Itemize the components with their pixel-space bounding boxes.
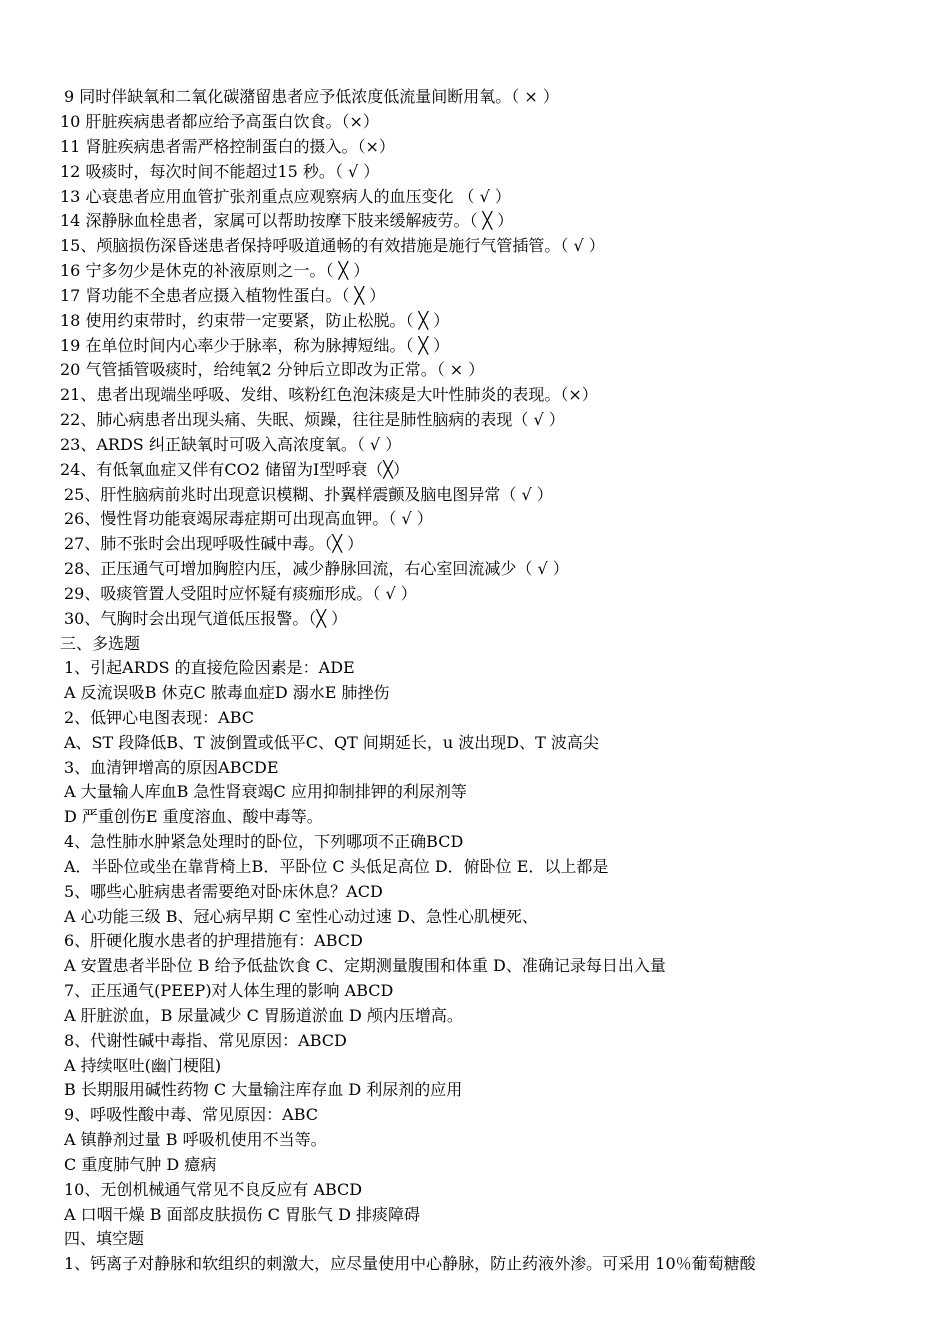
text-line: D 严重创伤E 重度溶血、酸中毒等。: [64, 807, 323, 826]
text-line: A 心功能三级 B、冠心病早期 C 室性心动过速 D、急性心肌梗死、: [64, 907, 538, 926]
text-line: 13 心衰患者应用血管扩张剂重点应观察病人的血压变化 （ √ ）: [60, 187, 511, 206]
section-heading: 四、填空题: [64, 1229, 145, 1248]
text-line: 7、正压通气(PEEP)对人体生理的影响 ABCD: [64, 981, 394, 1000]
text-line: 22、肺心病患者出现头痛、失眠、烦躁，往往是肺性脑病的表现（ √ ）: [60, 410, 565, 429]
text-line: 9 同时伴缺氧和二氧化碳潴留患者应予低浓度低流量间断用氧。（ × ）: [64, 87, 559, 106]
text-line: 16 宁多勿少是休克的补液原则之一。（ ╳ ）: [60, 261, 370, 280]
text-line: 8、代谢性碱中毒指、常见原因：ABCD: [64, 1031, 347, 1050]
text-line: 1、钙离子对静脉和软组织的刺激大，应尽量使用中心静脉，防止药液外渗。可采用 10％葡萄糖酸: [64, 1254, 756, 1273]
text-line: 26、慢性肾功能衰竭尿毒症期可出现高血钾。（ √ ）: [64, 509, 433, 528]
text-line: 19 在单位时间内心率少于脉率，称为脉搏短绌。（ ╳ ）: [60, 336, 450, 355]
text-line: 14 深静脉血栓患者，家属可以帮助按摩下肢来缓解疲劳。（ ╳ ）: [60, 211, 514, 230]
text-line: 30、气胸时会出现气道低压报警。（╳ ）: [64, 609, 348, 628]
text-line: A 持续呕吐(幽门梗阻): [64, 1056, 222, 1075]
text-line: 1、引起ARDS 的直接危险因素是：ADE: [64, 658, 355, 677]
text-line: 23、ARDS 纠正缺氧时可吸入高浓度氧。（ √ ）: [60, 435, 402, 454]
text-line: 5、哪些心脏病患者需要绝对卧床休息？ACD: [64, 882, 383, 901]
text-line: 18 使用约束带时，约束带一定要紧，防止松脱。（ ╳ ）: [60, 311, 450, 330]
text-line: 28、正压通气可增加胸腔内压，减少静脉回流，右心室回流减少（ √ ）: [64, 559, 569, 578]
text-line: 21、患者出现端坐呼吸、发绀、咳粉红色泡沫痰是大叶性肺炎的表现。（×）: [60, 385, 598, 404]
text-line: A 安置患者半卧位 B 给予低盐饮食 C、定期测量腹围和体重 D、准确记录每日出入量: [64, 956, 666, 975]
text-line: 15、颅脑损伤深昏迷患者保持呼吸道通畅的有效措施是施行气管插管。（ √ ）: [60, 236, 605, 255]
text-line: 9、呼吸性酸中毒、常见原因：ABC: [64, 1105, 319, 1124]
text-line: 12 吸痰时，每次时间不能超过15 秒。（ √ ）: [60, 162, 380, 181]
text-line: B 长期服用碱性药物 C 大量输注库存血 D 利尿剂的应用: [64, 1080, 463, 1099]
text-line: 10 肝脏疾病患者都应给予高蛋白饮食。（×）: [60, 112, 379, 131]
text-line: A．半卧位或坐在靠背椅上B．平卧位 C 头低足高位 D．俯卧位 E．以上都是: [64, 857, 609, 876]
text-line: A 口咽干燥 B 面部皮肤损伤 C 胃胀气 D 排痰障碍: [64, 1205, 420, 1224]
text-line: 20 气管插管吸痰时，给纯氧2 分钟后立即改为正常。（ × ）: [60, 360, 485, 379]
text-line: 6、肝硬化腹水患者的护理措施有：ABCD: [64, 931, 363, 950]
text-line: 10、无创机械通气常见不良反应有 ABCD: [64, 1180, 363, 1199]
text-line: A 肝脏淤血，B 尿量减少 C 胃肠道淤血 D 颅内压增高。: [64, 1006, 463, 1025]
text-line: A 镇静剂过量 B 呼吸机使用不当等。: [64, 1130, 327, 1149]
text-line: 2、低钾心电图表现：ABC: [64, 708, 255, 727]
section-heading: 三、多选题: [60, 634, 141, 653]
text-line: 24、有低氧血症又伴有CO2 储留为Ⅰ型呼衰（╳）: [60, 460, 409, 479]
text-line: A 大量输人库血B 急性肾衰竭C 应用抑制排钾的利尿剂等: [64, 782, 467, 801]
text-line: 11 肾脏疾病患者需严格控制蛋白的摄入。（×）: [60, 137, 395, 156]
text-line: 4、急性肺水肿紧急处理时的卧位，下列哪项不正确BCD: [64, 832, 464, 851]
text-line: C 重度肺气肿 D 癔病: [64, 1155, 217, 1174]
text-line: 3、血清钾增高的原因ABCDE: [64, 758, 279, 777]
text-line: 25、肝性脑病前兆时出现意识模糊、扑翼样震颤及脑电图异常（ √ ）: [64, 485, 553, 504]
text-line: 27、肺不张时会出现呼吸性碱中毒。（╳ ）: [64, 534, 364, 553]
text-line: A 反流误吸B 休克C 脓毒血症D 溺水E 肺挫伤: [64, 683, 390, 702]
text-line: A、ST 段降低B、T 波倒置或低平C、QT 间期延长，u 波出现D、T 波高尖: [64, 733, 599, 752]
text-line: 29、吸痰管置人受阻时应怀疑有痰痂形成。（ √ ）: [64, 584, 417, 603]
text-line: 17 肾功能不全患者应摄入植物性蛋白。（ ╳ ）: [60, 286, 386, 305]
